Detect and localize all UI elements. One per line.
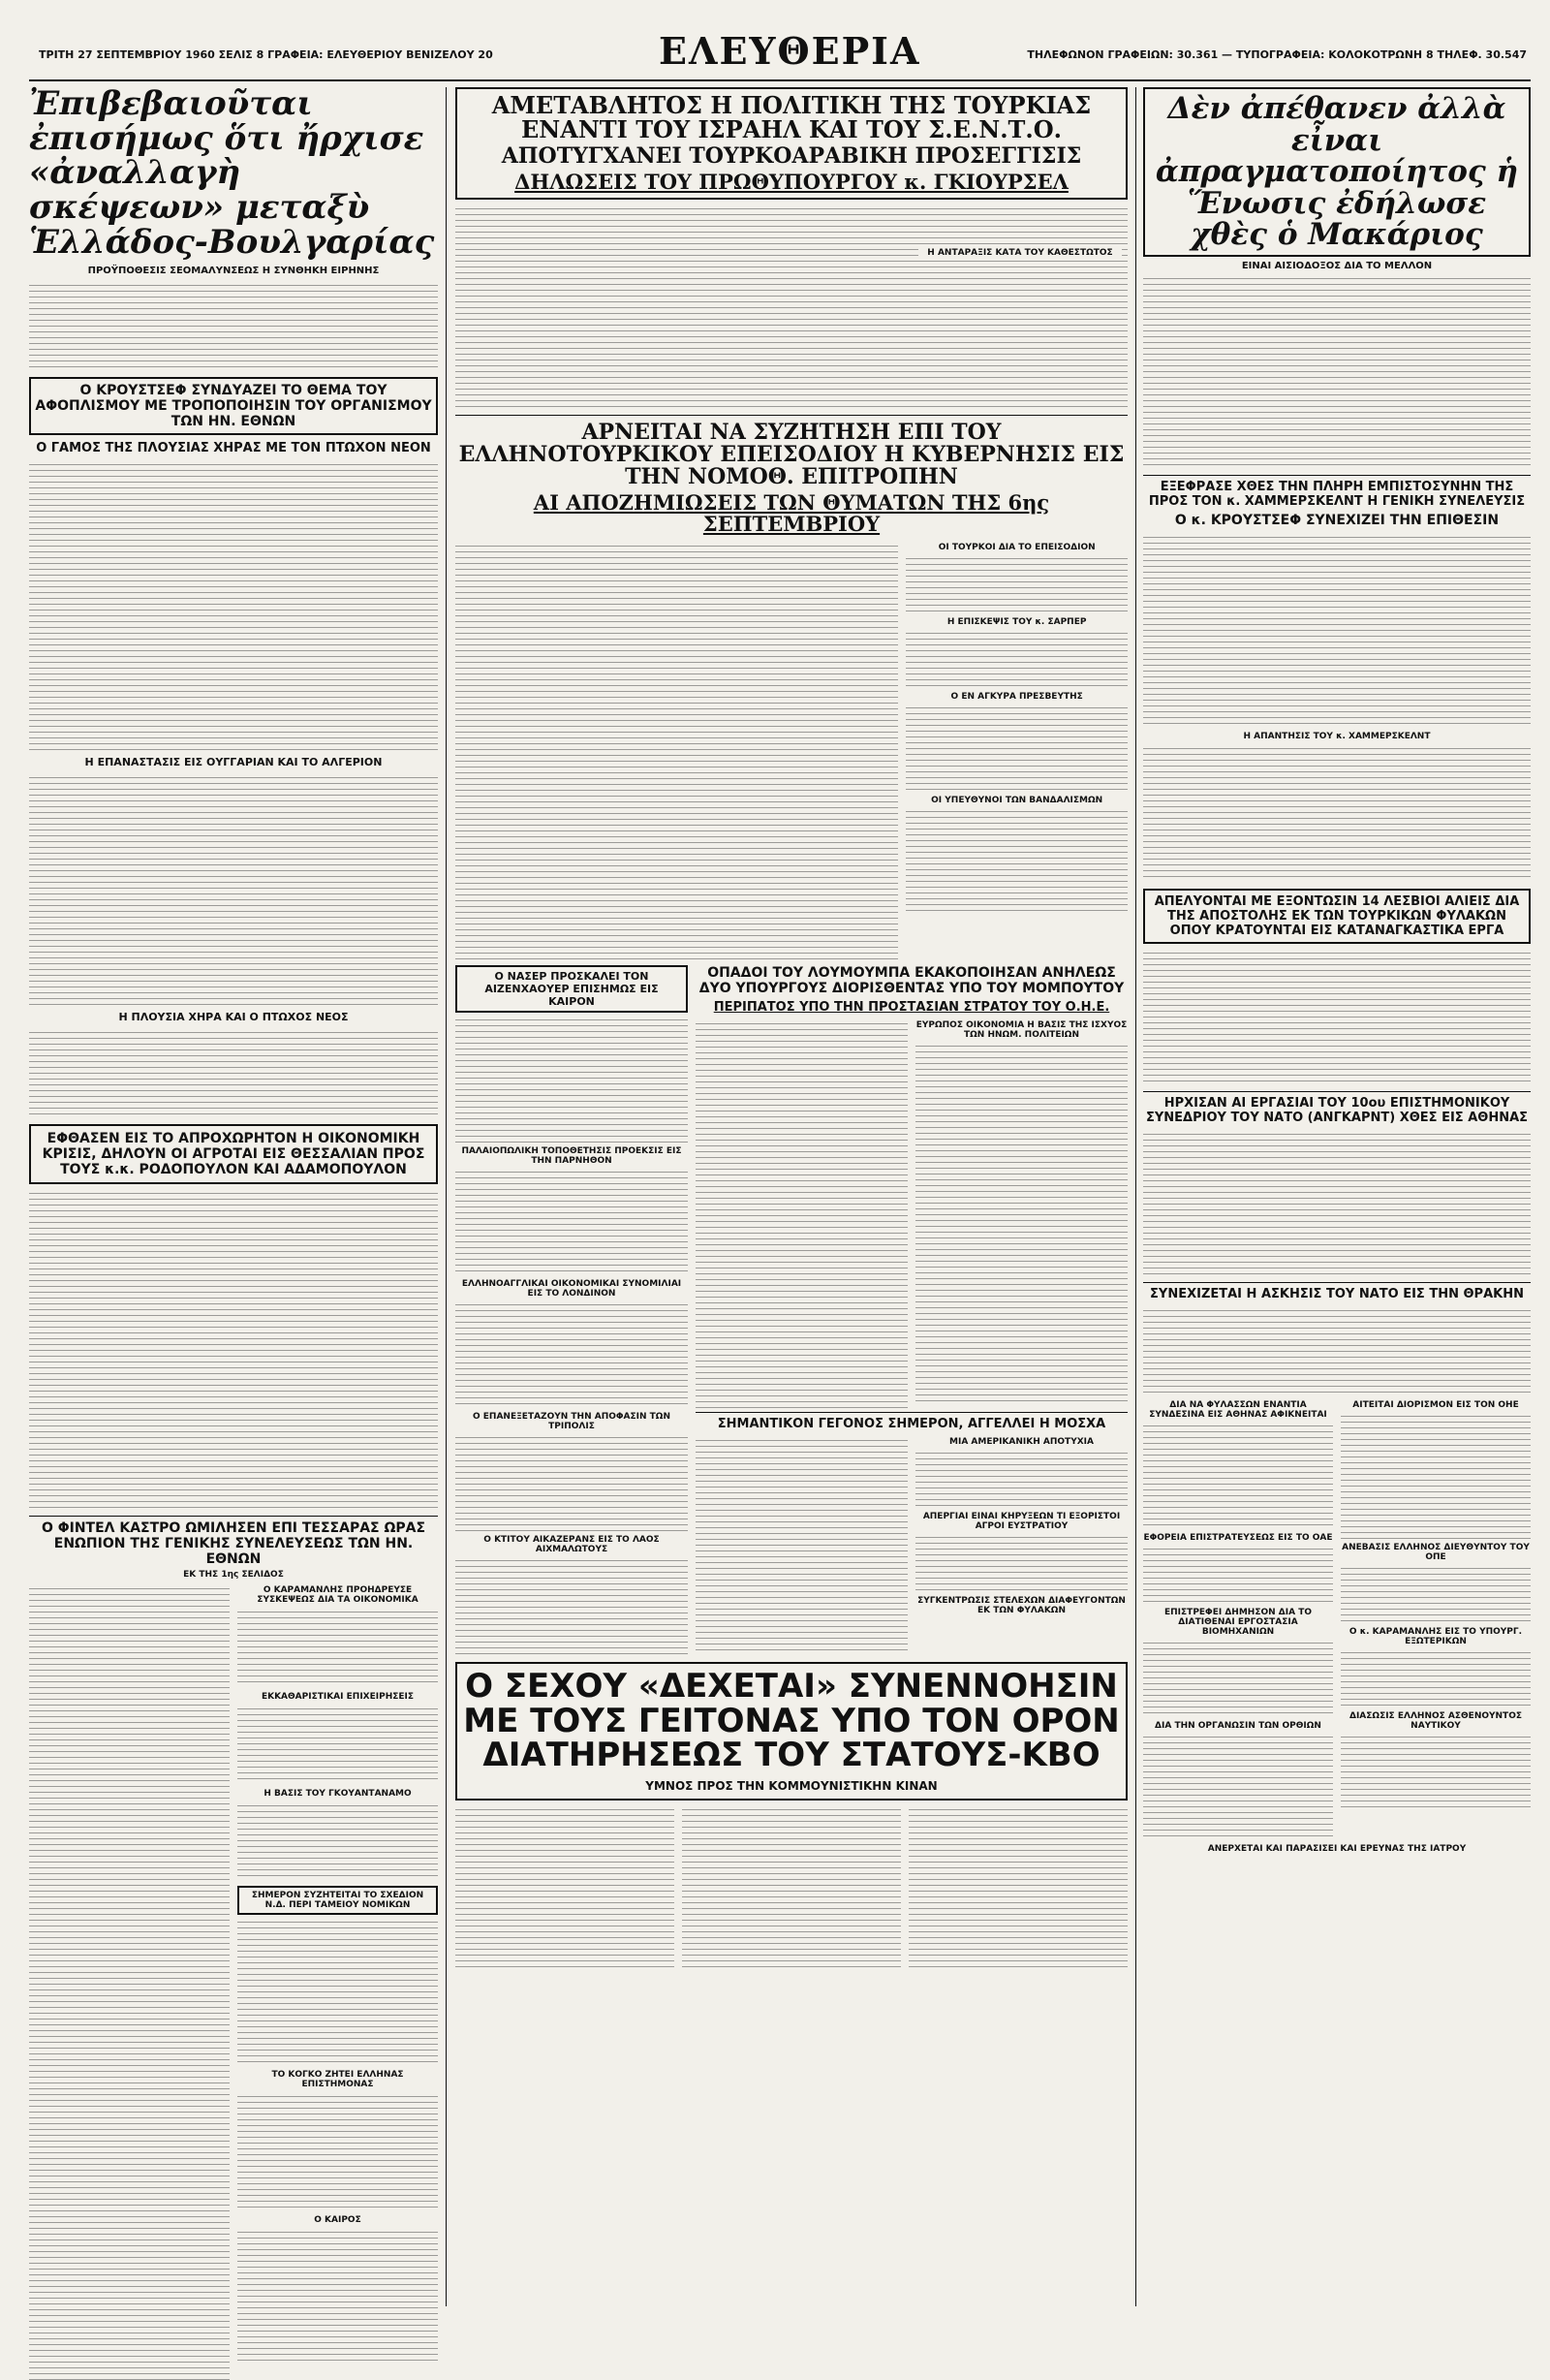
masthead-phones: ΤΗΛΕΦΩΝΟΝ ΓΡΑΦΕΙΩΝ: 30.361 — ΤΥΠΟΓΡΑΦΕΙΑ: ΚΟΛΟΚΟΤΡΩΝΗ 8 ΤΗΛΕΦ. 30.547 xyxy=(1027,48,1527,61)
hungary-subhead: Η ΕΠΑΝΑΣΤΑΣΙΣ ΕΙΣ ΟΥΓΓΑΡΙΑΝ ΚΑΙ ΤΟ ΑΛΓΕΡΙΟΝ xyxy=(84,756,383,769)
article-body xyxy=(682,1806,901,1971)
article-body xyxy=(455,1557,688,1654)
article-body xyxy=(29,461,438,752)
article-body xyxy=(1143,1546,1333,1604)
left-column xyxy=(29,84,438,2380)
article-body xyxy=(915,1043,1128,1401)
brief-headline: ΕΥΡΩΠΟΣ ΟΙΚΟΝΟΜΙΑ Η ΒΑΣΙΣ ΤΗΣ ΙΣΧΥΟΣ ΤΩΝ ΗΝΩΜ. ΠΟΛΙΤΕΙΩΝ xyxy=(915,1019,1128,1040)
article-body xyxy=(29,282,438,369)
article-body xyxy=(906,555,1128,613)
article-body xyxy=(455,205,1128,409)
article-body xyxy=(455,543,898,959)
big-story-box xyxy=(455,1662,1128,1801)
article-body xyxy=(906,630,1128,688)
makarios-subhead: ΕΙΝΑΙ ΑΙΣΙΟΔΟΞΟΣ ΔΙΑ ΤΟ ΜΕΛΛΟΝ xyxy=(1241,260,1433,271)
castro-headline: Ο ΦΙΝΤΕΛ ΚΑΣΤΡΟ ΩΜΙΛΗΣΕΝ ΕΠΙ ΤΕΣΣΑΡΑΣ ΩΡΑΣ ΕΝΩΠΙΟΝ ΤΗΣ ΓΕΝΙΚΗΣ ΣΥΝΕΛΕΥΣΕΩΣ ΤΩΝ ΗΝ. ΕΘΝΩΝ xyxy=(41,1520,426,1568)
article-body xyxy=(909,1806,1128,1971)
article-body xyxy=(1143,534,1531,728)
brief-headline: ΕΛΛΗΝΟΑΓΓΛΙΚΑΙ ΟΙΚΟΝΟΜΙΚΑΙ ΣΥΝΟΜΙΛΙΑΙ ΕΙΣ ΤΟ ΛΟΝΔΙΝΟΝ xyxy=(461,1278,682,1299)
article-body xyxy=(237,1609,438,1686)
center-column xyxy=(455,87,1128,1971)
article-body xyxy=(696,1437,908,1650)
widow-subhead: Η ΠΛΟΥΣΙΑ ΧΗΡΑ ΚΑΙ Ο ΠΤΩΧΟΣ ΝΕΟΣ xyxy=(118,1011,349,1024)
wedding-headline: Ο ΓΑΜΟΣ ΤΗΣ ΠΛΟΥΣΙΑΣ ΧΗΡΑΣ ΜΕ ΤΟΝ ΠΤΩΧΟΝ ΝΕΟΝ xyxy=(36,441,431,456)
article-body xyxy=(237,1919,438,2064)
article-body xyxy=(1143,1640,1333,1717)
left-main-headline: Ἐπιβεβαιοῦται ἐπισήμως ὅτι ἤρχισε «ἀναλλαγὴ σκέψεων» μεταξὺ Ἑλλάδος-Βουλγαρίας xyxy=(29,84,435,262)
thessaly-headline: ΕΦΘΑΣΕΝ ΕΙΣ ΤΟ ΑΠΡΟΧΩΡΗΤΟΝ Η ΟΙΚΟΝΟΜΙΚΗ ΚΡΙΣΙΣ, ΔΗΛΟΥΝ ΟΙ ΑΓΡΟΤΑΙ ΕΙΣ ΘΕΣΣΑΛΙΑΝ ΠΡΟΣ ΤΟΥΣ κ.κ. ΡΟΔΟΠΟΥΛΟΝ ΚΑΙ ΑΔΑΜΟΠΟΥΛΟΝ xyxy=(42,1131,425,1178)
brief-headline: ΕΦΟΡΕΙΑ ΕΠΙΣΤΡΑΤΕΥΣΕΩΣ ΕΙΣ ΤΟ ΟΑΕ xyxy=(1143,1532,1333,1543)
article-box xyxy=(29,1124,438,1184)
article-body xyxy=(29,1029,438,1116)
article-body xyxy=(29,1190,438,1510)
brief-headline: ΑΝΕΡΧΕΤΑΙ ΚΑΙ ΠΑΡΑΣΙΣΕΙ ΚΑΙ ΕΡΕΥΝΑΣ ΤΗΣ ΙΑΤΡΟΥ xyxy=(1207,1843,1467,1854)
brief-headline: ΜΙΑ ΑΜΕΡΙΚΑΝΙΚΗ ΑΠΟΤΥΧΙΑ xyxy=(949,1436,1094,1447)
brief-headline: Ο κ. ΚΑΡΑΜΑΝΛΗΣ ΕΙΣ ΤΟ ΥΠΟΥΡΓ. ΕΞΩΤΕΡΙΚΩΝ xyxy=(1348,1626,1523,1646)
hammarskjold-headline: ΕΞΕΦΡΑΣΕ ΧΘΕΣ ΤΗΝ ΠΛΗΡΗ ΕΜΠΙΣΤΟΣΥΝΗΝ ΤΗΣ ΠΡΟΣ ΤΟΝ κ. ΧΑΜΜΕΡΣΚΕΛΝΤ Η ΓΕΝΙΚΗ ΣΥΝΕΛΕΥΣΙΣ xyxy=(1148,479,1526,509)
castro-subhead: ΕΚ ΤΗΣ 1ης ΣΕΛΙΔΟΣ xyxy=(183,1570,284,1581)
article-body xyxy=(237,2229,438,2364)
brief-headline: ΟΙ ΥΠΕΥΘΥΝΟΙ ΤΩΝ ΒΑΝΔΑΛΙΣΜΩΝ xyxy=(931,795,1103,805)
brief-headline: ΔΙΑ ΤΗΝ ΟΡΓΑΝΩΣΙΝ ΤΩΝ ΟΡΘΙΩΝ xyxy=(1155,1720,1321,1731)
shehu-headline: Ο ΣΕΧΟΥ «ΔΕΧΕΤΑΙ» ΣΥΝΕΝΝΟΗΣΙΝ ΜΕ ΤΟΥΣ ΓΕΙΤΟΝΑΣ ΥΠΟ ΤΟΝ ΟΡΟΝ ΔΙΑΤΗΡΗΣΕΩΣ ΤΟΥ ΣΤΑΤΟΥΣ-ΚΒΟ xyxy=(463,1666,1120,1775)
brief-headline: ΔΙΑΣΩΣΙΣ ΕΛΛΗΝΟΣ ΑΣΘΕΝΟΥΝΤΟΣ ΝΑΥΤΙΚΟΥ xyxy=(1348,1710,1522,1731)
turkey-headline-3: ΔΗΛΩΣΕΙΣ ΤΟΥ ΠΡΩΘΥΠΟΥΡΓΟΥ κ. ΓΚΙΟΥΡΣΕΛ xyxy=(514,170,1069,195)
article-body xyxy=(1341,1413,1531,1539)
article-body xyxy=(455,1169,688,1275)
makarios-box xyxy=(1143,87,1531,257)
article-body xyxy=(1341,1649,1531,1707)
article-body xyxy=(237,1706,438,1783)
article-body xyxy=(906,808,1128,915)
brief-headline: Η ΑΝΤΑΡΑΞΙΣ ΚΑΤΑ ΤΟΥ ΚΑΘΕΣΤΩΤΟΣ xyxy=(927,248,1113,258)
lesbos-headline: ΑΠΕΛΥΟΝΤΑΙ ΜΕ ΕΞΟΝΤΩΣΙΝ 14 ΛΕΣΒΙΟΙ ΑΛΙΕΙΣ ΔΙΑ ΤΗΣ ΑΠΟΣΤΟΛΗΣ ΕΚ ΤΩΝ ΤΟΥΡΚΙΚΩΝ ΦΥΛΑΚΩΝ ΟΠΟΥ ΚΡΑΤΟΥΝΤΑΙ ΕΙΣ ΚΑΤΑΝΑΓΚΑΣΤΙΚΑ ΕΡΓΑ xyxy=(1154,893,1520,938)
brief-headline: Ο ΕΠΑΝΕΞΕΤΑΖΟΥΝ ΤΗΝ ΑΠΟΦΑΣΙΝ ΤΩΝ ΤΡΙΠΟΛΙΣ xyxy=(473,1411,670,1431)
right-column xyxy=(1143,87,1531,1854)
article-body xyxy=(1341,1734,1531,1811)
article-body xyxy=(915,1450,1128,1508)
article-body xyxy=(29,774,438,1007)
brief-headline: Η ΑΠΑΝΤΗΣΙΣ ΤΟΥ κ. ΧΑΜΜΕΡΣΚΕΛΝΤ xyxy=(1243,731,1431,741)
shehu-subhead: ΥΜΝΟΣ ΠΡΟΣ ΤΗΝ ΚΟΜΜΟΥΝΙΣΤΙΚΗΝ ΚΙΝΑΝ xyxy=(645,1778,938,1793)
article-body xyxy=(237,1802,438,1880)
article-body xyxy=(1143,275,1531,469)
brief-headline: Η ΕΠΙΣΚΕΨΙΣ ΤΟΥ κ. ΣΑΡΠΕΡ xyxy=(946,616,1087,627)
brief-headline: ΟΙ ΤΟΥΡΚΟΙ ΔΙΑ ΤΟ ΕΠΕΙΣΟΔΙΟΝ xyxy=(938,542,1096,552)
brief-headline: ΣΗΜΕΡΟΝ ΣΥΖΗΤΕΙΤΑΙ ΤΟ ΣΧΕΔΙΟΝ Ν.Δ. ΠΕΡΙ ΤΑΜΕΙΟΥ ΝΟΜΙΚΩΝ xyxy=(251,1891,424,1911)
article-body xyxy=(1143,950,1531,1085)
article-body xyxy=(1143,1734,1333,1840)
article-body xyxy=(455,1434,688,1531)
article-body xyxy=(455,1806,674,1971)
brief-headline: ΑΙΤΕΙΤΑΙ ΔΙΟΡΙΣΜΟΝ ΕΙΣ ΤΟΝ ΟΗΕ xyxy=(1352,1399,1519,1410)
article-body xyxy=(1143,745,1531,881)
kroutsef-headline: Ο ΚΡΟΥΣΤΣΕΦ ΣΥΝΔΥΑΖΕΙ ΤΟ ΘΕΜΑ ΤΟΥ ΑΦΟΠΛΙΣΜΟΥ ΜΕ ΤΡΟΠΟΠΟΙΗΣΙΝ ΤΟΥ ΟΡΓΑΝΙΣΜΟΥ ΤΩΝ ΗΝ. ΕΘΝΩΝ xyxy=(35,383,432,430)
newspaper-page xyxy=(29,29,1531,2316)
article-body xyxy=(1341,1565,1531,1623)
brief-headline: Ο ΚΑΡΑΜΑΝΛΗΣ ΠΡΟΗΔΡΕΥΣΕ ΣΥΣΚΕΨΕΩΣ ΔΙΑ ΤΑ ΟΙΚΟΝΟΜΙΚΑ xyxy=(257,1585,418,1606)
weather-headline: Ο ΚΑΙΡΟΣ xyxy=(314,2215,361,2226)
makarios-headline: Δὲν ἀπέθανεν ἀλλὰ εἶναι ἀπραγματοποίητος ἡ Ἕνωσις ἐδήλωσε χθὲς ὁ Μακάριος xyxy=(1155,91,1519,253)
brief-headline: ΠΑΛΑΙΟΠΩΛΙΚΗ ΤΟΠΟΘΕΤΗΣΙΣ ΠΡΟΕΚΣΙΣ ΕΙΣ ΤΗΝ ΠΑΡΝΗΘΟΝ xyxy=(461,1145,682,1166)
brief-headline: Ο ΚΤΙΤΟΥ ΑΙΚΑΖΕΡΑΝΣ ΕΙΣ ΤΟ ΛΑΟΣ ΑΙΧΜΑΛΩΤΟΥΣ xyxy=(483,1534,660,1554)
brief-headline: ΕΠΙΣΤΡΕΦΕΙ ΔΗΜΗΣΟΝ ΔΙΑ ΤΟ ΔΙΑΤΙΘΕΝΑΙ ΕΡΓΟΣΤΑΣΙΑ ΒΙΟΜΗΧΑΝΙΩΝ xyxy=(1164,1607,1312,1637)
article-box xyxy=(29,377,438,435)
brief-headline: ΕΚΚΑΘΑΡΙΣΤΙΚΑΙ ΕΠΙΧΕΙΡΗΣΕΙΣ xyxy=(261,1692,415,1703)
brief-headline: ΔΙΑ ΝΑ ΦΥΛΑΣΣΩΝ ΕΝΑΝΤΙΑ ΣΥΝΔΕΣΙΝΑ ΕΙΣ ΑΘΗΝΑΣ ΑΦΙΚΝΕΙΤΑΙ xyxy=(1149,1399,1327,1420)
brief-headline: ΤΟ ΚΟΓΚΟ ΖΗΤΕΙ ΕΛΛΗΝΑΣ ΕΠΙΣΤΗΜΟΝΑΣ xyxy=(271,2070,404,2090)
brief-headline: ΣΥΓΚΕΝΤΡΩΣΙΣ ΣΤΕΛΕΧΩΝ ΔΙΑΦΕΥΓΟΝΤΩΝ ΕΚ ΤΩΝ ΦΥΛΑΚΩΝ xyxy=(917,1595,1126,1615)
article-body xyxy=(29,1585,230,2380)
article-body xyxy=(915,1534,1128,1592)
article-body xyxy=(1143,1423,1333,1529)
article-body xyxy=(906,705,1128,792)
masthead xyxy=(29,29,1531,81)
nato-thrace-headline: ΣΥΝΕΧΙΖΕΤΑΙ Η ΑΣΚΗΣΙΣ ΤΟΥ ΝΑΤΟ ΕΙΣ ΤΗΝ ΘΡΑΚΗΝ xyxy=(1150,1286,1524,1301)
moscow-headline: ΣΗΜΑΝΤΙΚΟΝ ΓΕΓΟΝΟΣ ΣΗΜΕΡΟΝ, ΑΓΓΕΛΛΕΙ Η ΜΟΣΧΑ xyxy=(717,1416,1106,1431)
column-rule xyxy=(1135,87,1136,2306)
article-body xyxy=(696,1020,908,1408)
article-body xyxy=(1143,1131,1531,1276)
column-rule xyxy=(446,87,447,2306)
brief-headline: ΑΝΕΒΑΣΙΣ ΕΛΛΗΝΟΣ ΔΙΕΥΘΥΝΤΟΥ ΤΟΥ ΟΠΕ xyxy=(1342,1542,1530,1562)
nato-conference-headline: ΗΡΧΙΣΑΝ ΑΙ ΕΡΓΑΣΙΑΙ ΤΟΥ 10ου ΕΠΙΣΤΗΜΟΝΙΚΟΥ ΣΥΝΕΔΡΙΟΥ ΤΟΥ ΝΑΤΟ (ΑΝΓΚΑΡΝΤ) ΧΘΕΣ ΕΙΣ ΑΘΗΝΑΣ xyxy=(1145,1095,1529,1125)
article-body xyxy=(455,1301,688,1408)
article-body xyxy=(1143,1307,1531,1394)
compensation-headline: ΑΙ ΑΠΟΖΗΜΙΩΣΕΙΣ ΤΩΝ ΘΥΜΑΤΩΝ ΤΗΣ 6ης ΣΕΠΤΕΜΒΡΙΟΥ xyxy=(533,489,1050,536)
lead-story-box xyxy=(455,87,1128,200)
nasser-headline: Ο ΝΑΣΕΡ ΠΡΟΣΚΑΛΕΙ ΤΟΝ ΑΙΖΕΝΧΑΟΥΕΡ ΕΠΙΣΗΜΩΣ ΕΙΣ ΚΑΙΡΟΝ xyxy=(484,969,659,1008)
article-body xyxy=(455,1017,688,1143)
turkey-headline-2: ΑΠΟΤΥΓΧΑΝΕΙ ΤΟΥΡΚΟΑΡΑΒΙΚΗ ΠΡΟΣΕΓΓΙΣΙΣ xyxy=(501,143,1082,170)
lumumba-subhead: ΠΕΡΙΠΑΤΟΣ ΥΠΟ ΤΗΝ ΠΡΟΣΤΑΣΙΑΝ ΣΤΡΑΤΟΥ ΤΟΥ Ο.Η.Ε. xyxy=(713,999,1110,1015)
turkey-headline: ΑΜΕΤΑΒΛΗΤΟΣ Η ΠΟΛΙΤΙΚΗ ΤΗΣ ΤΟΥΡΚΙΑΣ ΕΝΑΝΤΙ ΤΟΥ ΙΣΡΑΗΛ ΚΑΙ ΤΟΥ Σ.Ε.Ν.Τ.Ο. xyxy=(491,91,1092,144)
lumumba-headline: ΟΠΑΔΟΙ ΤΟΥ ΛΟΥΜΟΥΜΠΑ ΕΚΑΚΟΠΟΙΗΣΑΝ ΑΝΗΛΕΩΣ ΔΥΟ ΥΠΟΥΡΓΟΥΣ ΔΙΟΡΙΣΘΕΝΤΑΣ ΥΠΟ ΤΟΥ ΜΟΜΠΟΥΤΟΥ xyxy=(698,964,1125,996)
brief-headline: Ο ΕΝ ΑΓΚΥΡΑ ΠΡΕΣΒΕΥΤΗΣ xyxy=(950,691,1083,702)
article-box xyxy=(1143,889,1531,944)
article-body xyxy=(237,2093,438,2209)
masthead-date: ΤΡΙΤΗ 27 ΣΕΠΤΕΜΒΡΙΟΥ 1960 ΣΕΛΙΣ 8 ΓΡΑΦΕΙΑ: ΕΛΕΥΘΕΡΙΟΥ ΒΕΝΙΖΕΛΟΥ 20 xyxy=(39,48,493,61)
kroutsef-attack-headline: Ο κ. ΚΡΟΥΣΤΣΕΦ ΣΥΝΕΧΙΖΕΙ ΤΗΝ ΕΠΙΘΕΣΙΝ xyxy=(1174,512,1500,528)
left-main-subhead: ΠΡΟΫΠΟΘΕΣΙΣ ΣΕΟΜΑΛΥΝΣΕΩΣ Η ΣΥΝΘΗΚΗ ΕΙΡΗΝΗΣ xyxy=(87,266,380,277)
brief-headline: ΑΠΕΡΓΙΑΙ ΕΙΝΑΙ ΚΗΡΥΞΕΩΝ ΤΙ ΕΞΟΡΙΣΤΟΙ ΑΓΡΟΙ ΕΥΣΤΡΑΤΙΟΥ xyxy=(922,1511,1121,1531)
greek-turkish-headline: ΑΡΝΕΙΤΑΙ ΝΑ ΣΥΖΗΤΗΣΗ ΕΠΙ ΤΟΥ ΕΛΛΗΝΟΤΟΥΡΚΙΚΟΥ ΕΠΕΙΣΟΔΙΟΥ Η ΚΥΒΕΡΝΗΣΙΣ ΕΙΣ ΤΗΝ ΝΟΜΟΘ. ΕΠΙΤΡΟΠΗΝ xyxy=(458,419,1125,489)
newspaper-title: ΕΛΕΥΘΕΡΙΑ xyxy=(659,29,921,73)
brief-headline: Η ΒΑΣΙΣ ΤΟΥ ΓΚΟΥΑΝΤΑΝΑΜΟ xyxy=(264,1789,412,1800)
